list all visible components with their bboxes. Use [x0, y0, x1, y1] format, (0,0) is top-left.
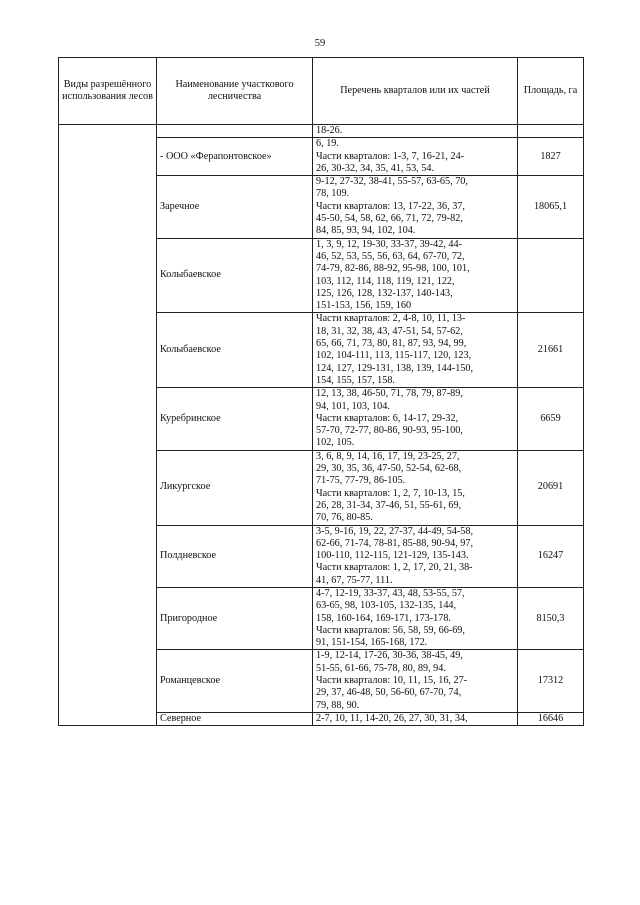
forestry-name-cell: Ликургское: [157, 450, 313, 525]
forest-quarters-table: [58, 57, 584, 726]
quarters-list-cell: [313, 712, 518, 725]
area-cell: 20691: [518, 450, 584, 525]
forestry-name-cell: Колыбаевское: [157, 238, 313, 313]
quarters-line: 79, 88, 90.: [316, 699, 360, 711]
quarters-line: 62-66, 71-74, 78-81, 85-88, 90-94, 97,: [316, 537, 474, 549]
forestry-name-cell: Куребринское: [157, 388, 313, 450]
area-cell: 17312: [518, 650, 584, 712]
page-number: 59: [314, 38, 326, 49]
table-body: [59, 125, 584, 726]
quarters-line: Части кварталов: 2, 4-8, 10, 11, 13-: [316, 313, 466, 325]
quarters-line: 158, 160-164, 169-171, 173-178.: [316, 612, 451, 624]
quarters-line: 6, 19.: [316, 138, 339, 150]
quarters-line: 3, 6, 8, 9, 14, 16, 17, 19, 23-25, 27,: [316, 450, 460, 462]
quarters-line: Части кварталов: 56, 58, 59, 66-69,: [316, 624, 465, 636]
quarters-line: 46, 52, 53, 55, 56, 63, 64, 67-70, 72,: [316, 250, 465, 262]
forestry-name-cell: [157, 125, 313, 138]
forestry-name-cell: - ООО «Ферапонтовское»: [157, 138, 313, 176]
quarters-line: 70, 76, 80-85.: [316, 512, 373, 524]
header-area: Площадь, га: [518, 58, 584, 125]
quarters-line: 84, 85, 93, 94, 102, 104.: [316, 225, 416, 237]
quarters-line: 125, 126, 128, 132-137, 140-143,: [316, 287, 453, 299]
quarters-list-cell: [313, 450, 518, 525]
quarters-line: 151-153, 156, 159, 160: [316, 300, 412, 312]
quarters-line: 100-110, 112-115, 121-129, 135-143.: [316, 550, 469, 562]
quarters-line: 2-7, 10, 11, 14-20, 26, 27, 30, 31, 34,: [316, 712, 468, 724]
quarters-line: 78, 109.: [316, 188, 350, 200]
quarters-line: 1-9, 12-14, 17-26, 30-36, 38-45, 49,: [316, 650, 463, 662]
quarters-line: Части кварталов: 1, 2, 7, 10-13, 15,: [316, 487, 465, 499]
area-cell: 1827: [518, 138, 584, 176]
area-cell: 8150,3: [518, 587, 584, 649]
quarters-list-cell: [313, 313, 518, 388]
forestry-name-cell: Заречное: [157, 176, 313, 238]
quarters-line: 26, 30-32, 34, 35, 41, 53, 54.: [316, 162, 435, 174]
quarters-list-cell: [313, 587, 518, 649]
quarters-list-cell: [313, 650, 518, 712]
quarters-line: Части кварталов: 6, 14-17, 29-32,: [316, 412, 459, 424]
forestry-name-cell: Колыбаевское: [157, 313, 313, 388]
quarters-line: 29, 30, 35, 36, 47-50, 52-54, 62-68,: [316, 463, 462, 475]
quarters-list-cell: [313, 138, 518, 176]
area-cell: 18065,1: [518, 176, 584, 238]
area-cell: 16646: [518, 712, 584, 725]
quarters-line: 12, 13, 38, 46-50, 71, 78, 79, 87-89,: [316, 388, 463, 400]
header-quarters-list: Перечень кварталов или их частей: [313, 58, 518, 125]
quarters-line: 51-55, 61-66, 75-78, 80, 89, 94.: [316, 662, 446, 674]
table-row: [59, 125, 584, 138]
area-cell: [518, 125, 584, 138]
quarters-list-cell: [313, 388, 518, 450]
area-cell: 6659: [518, 388, 584, 450]
quarters-line: 91, 151-154, 165-168, 172.: [316, 637, 428, 649]
quarters-line: 1, 3, 9, 12, 19-30, 33-37, 39-42, 44-: [316, 238, 463, 250]
quarters-line: 45-50, 54, 58, 62, 66, 71, 72, 79-82,: [316, 213, 463, 225]
forestry-name-cell: Полдневское: [157, 525, 313, 587]
quarters-line: 26, 28, 31-34, 37-46, 51, 55-61, 69,: [316, 499, 462, 511]
table-header-row: [59, 58, 584, 125]
quarters-line: 63-65, 98, 103-105, 132-135, 144,: [316, 600, 457, 612]
quarters-line: 102, 104-111, 113, 115-117, 120, 123,: [316, 350, 472, 362]
quarters-line: 9-12, 27-32, 38-41, 55-57, 63-65, 70,: [316, 176, 468, 188]
quarters-line: 57-70, 72-77, 80-86, 90-93, 95-100,: [316, 425, 463, 437]
quarters-list-cell: [313, 176, 518, 238]
quarters-line: Части кварталов: 13, 17-22, 36, 37,: [316, 200, 465, 212]
quarters-line: 103, 112, 114, 118, 119, 121, 122,: [316, 275, 455, 287]
header-forestry-name: Наименование участкового лесничества: [157, 58, 313, 125]
quarters-line: Части кварталов: 1, 2, 17, 20, 21, 38-: [316, 562, 473, 574]
header-usage-type: Виды разрешённого использования лесов: [59, 58, 157, 125]
quarters-line: 74-79, 82-86, 88-92, 95-98, 100, 101,: [316, 263, 470, 275]
quarters-line: 71-75, 77-79, 86-105.: [316, 475, 406, 487]
quarters-line: Части кварталов: 1-3, 7, 16-21, 24-: [316, 150, 465, 162]
quarters-line: 124, 127, 129-131, 138, 139, 144-150,: [316, 362, 474, 374]
quarters-line: 102, 105.: [316, 437, 355, 449]
quarters-line: 65, 66, 71, 73, 80, 81, 87, 93, 94, 99,: [316, 338, 467, 350]
quarters-list-cell: [313, 525, 518, 587]
quarters-line: 154, 155, 157, 158.: [316, 374, 395, 386]
quarters-line: 4-7, 12-19, 33-37, 43, 48, 53-55, 57,: [316, 587, 465, 599]
forestry-name-cell: Романцевское: [157, 650, 313, 712]
quarters-list-cell: [313, 238, 518, 313]
area-cell: [518, 238, 584, 313]
quarters-line: 41, 67, 75-77, 111.: [316, 574, 393, 586]
quarters-line: Части кварталов: 10, 11, 15, 16, 27-: [316, 675, 468, 687]
quarters-line: 29, 37, 46-48, 50, 56-60, 67-70, 74,: [316, 687, 462, 699]
quarters-list-cell: [313, 125, 518, 138]
area-cell: 16247: [518, 525, 584, 587]
quarters-line: 3-5, 9-16, 19, 22, 27-37, 44-49, 54-58,: [316, 525, 474, 537]
quarters-line: 18-26.: [316, 125, 343, 136]
forestry-name-cell: Северное: [157, 712, 313, 725]
forestry-name-cell: Пригородное: [157, 587, 313, 649]
quarters-line: 18, 31, 32, 38, 43, 47-51, 54, 57-62,: [316, 325, 463, 337]
quarters-line: 94, 101, 103, 104.: [316, 400, 390, 412]
area-cell: 21661: [518, 313, 584, 388]
usage-type-cell: [59, 125, 157, 726]
